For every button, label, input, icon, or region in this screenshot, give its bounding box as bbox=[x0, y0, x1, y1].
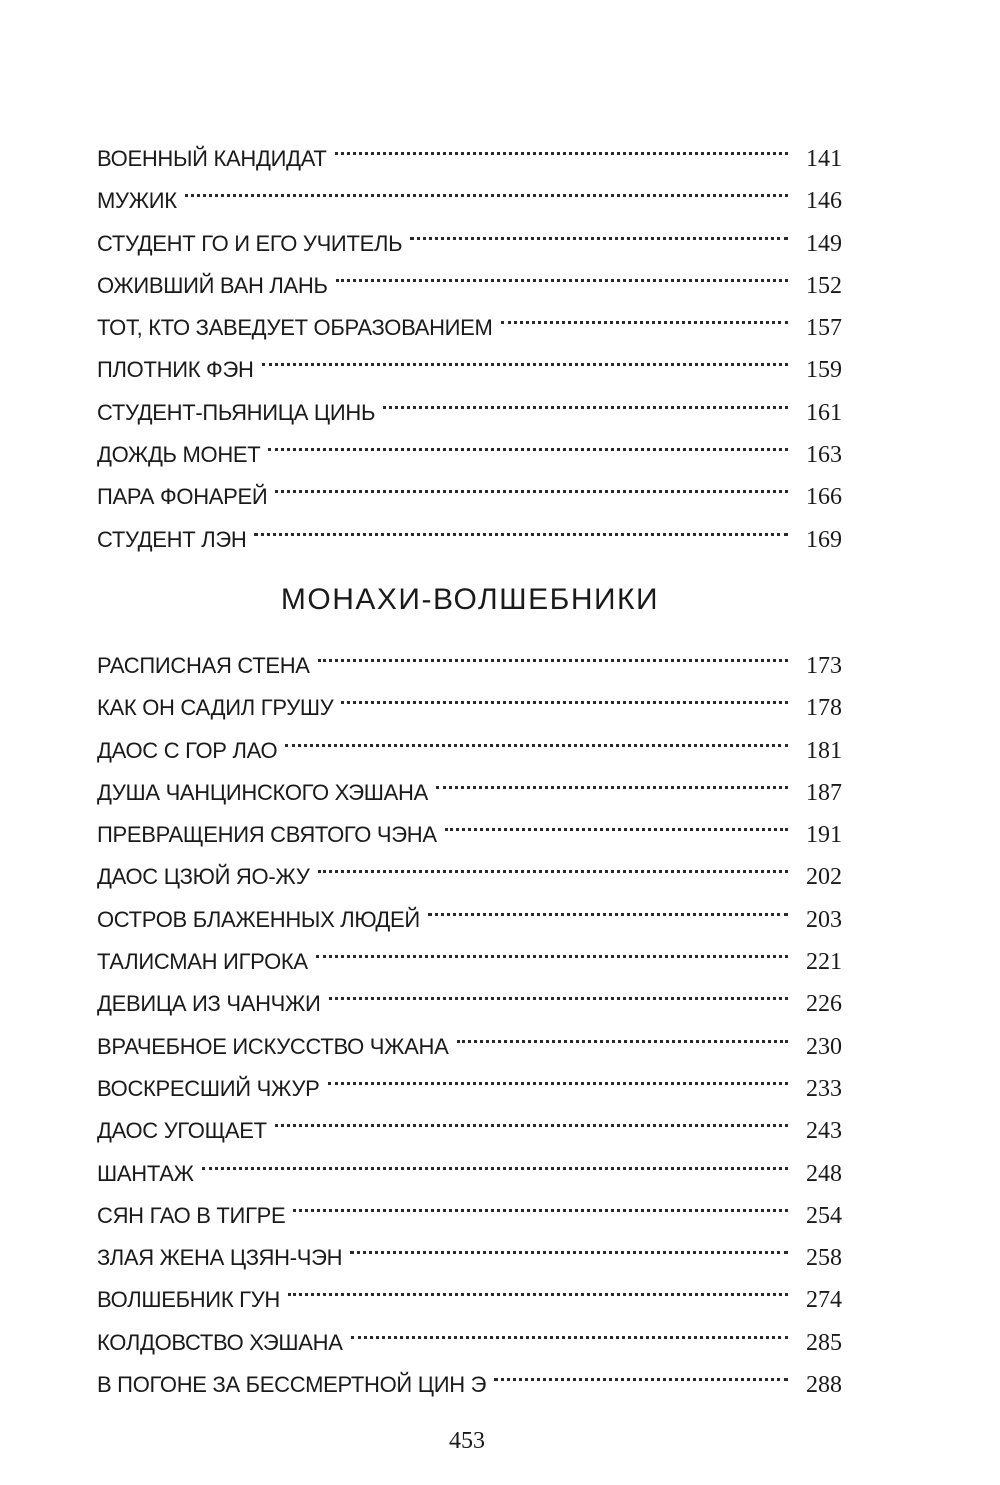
toc-entry-page: 187 bbox=[806, 779, 842, 806]
toc-entry-title: ДЕВИЦА ИЗ ЧАНЧЖИ bbox=[97, 991, 321, 1017]
toc-entry bbox=[97, 124, 842, 172]
toc-entry-title: ТОТ, КТО ЗАВЕДУЕТ ОБРАЗОВАНИЕМ bbox=[97, 315, 493, 341]
toc-leader-dots bbox=[254, 505, 788, 547]
toc-entry-page: 258 bbox=[806, 1245, 842, 1272]
toc-entry-page: 161 bbox=[806, 399, 842, 426]
toc-entry-page: 181 bbox=[806, 737, 842, 764]
toc-entry-page: 149 bbox=[806, 230, 842, 257]
toc-entry-title: ВОЛШЕБНИК ГУН bbox=[97, 1287, 281, 1313]
toc-entry-title: ДУША ЧАНЦИНСКОГО ХЭШАНА bbox=[97, 779, 428, 805]
toc-entry-title: ТАЛИСМАН ИГРОКА bbox=[97, 949, 308, 975]
toc-entry-title: СТУДЕНТ ГО И ЕГО УЧИТЕЛЬ bbox=[97, 230, 403, 256]
toc-leader-dots bbox=[494, 1350, 788, 1392]
toc-entry-title: ДАОС УГОЩАЕТ bbox=[97, 1118, 267, 1144]
toc-leader-dots bbox=[383, 378, 788, 420]
toc-entry-page: 163 bbox=[806, 442, 842, 469]
toc-leader-dots bbox=[341, 673, 788, 715]
toc-leader-dots bbox=[428, 885, 788, 927]
toc-leader-dots bbox=[445, 800, 788, 842]
toc-leader-dots bbox=[351, 1308, 788, 1350]
toc-entry-page: 202 bbox=[806, 864, 842, 891]
toc-entry-title: КОЛДОВСТВО ХЭШАНА bbox=[97, 1329, 343, 1355]
toc-entry-page: 191 bbox=[806, 822, 842, 849]
page-number: 453 bbox=[449, 1428, 485, 1454]
toc-entry-title: ПЛОТНИК ФЭН bbox=[97, 357, 254, 383]
toc-entry bbox=[97, 631, 842, 679]
toc-entry-page: 243 bbox=[806, 1118, 842, 1145]
section-heading: МОНАХИ-ВОЛШЕБНИКИ bbox=[280, 583, 660, 616]
toc-entry-page: 157 bbox=[806, 315, 842, 342]
toc-entry-page: 169 bbox=[806, 526, 842, 553]
toc-entry-title: ВОСКРЕСШИЙ ЧЖУР bbox=[97, 1075, 320, 1101]
toc-entry-title: ОСТРОВ БЛАЖЕННЫХ ЛЮДЕЙ bbox=[97, 906, 420, 932]
toc-entry-page: 178 bbox=[806, 695, 842, 722]
toc-leader-dots bbox=[335, 124, 789, 166]
toc-entry-page: 141 bbox=[806, 146, 842, 172]
toc-entry-title: МУЖИК bbox=[97, 188, 177, 214]
toc-list-part2 bbox=[97, 631, 842, 1399]
toc-entry-page: 152 bbox=[806, 272, 842, 299]
toc-leader-dots bbox=[268, 420, 788, 462]
toc-leader-dots bbox=[202, 1139, 788, 1181]
toc-entry-page: 226 bbox=[806, 991, 842, 1018]
toc-entry-page: 203 bbox=[806, 906, 842, 933]
toc-leader-dots bbox=[436, 758, 788, 800]
toc-entry-page: 159 bbox=[806, 357, 842, 384]
toc-entry-title: В ПОГОНЕ ЗА БЕССМЕРТНОЙ ЦИН Э bbox=[97, 1372, 487, 1398]
toc-entry-title: ДАОС ЦЗЮЙ ЯО-ЖУ bbox=[97, 864, 310, 890]
toc-entry-title: ДАОС С ГОР ЛАО bbox=[97, 737, 278, 763]
toc-leader-dots bbox=[318, 631, 788, 673]
toc-leader-dots bbox=[288, 1265, 788, 1307]
toc-entry-title: СТУДЕНТ ЛЭН bbox=[97, 526, 247, 552]
toc-entry-title: ПАРА ФОНАРЕЙ bbox=[97, 484, 268, 510]
toc-entry-page: 248 bbox=[806, 1160, 842, 1187]
toc-entry-page: 146 bbox=[806, 188, 842, 215]
toc-entry-title: СЯН ГАО В ТИГРЕ bbox=[97, 1202, 286, 1228]
toc-leader-dots bbox=[262, 335, 788, 377]
toc-entry-title: КАК ОН САДИЛ ГРУШУ bbox=[97, 695, 334, 721]
toc-leader-dots bbox=[285, 716, 788, 758]
toc-entry-title: ШАНТАЖ bbox=[97, 1160, 194, 1186]
toc-leader-dots bbox=[410, 209, 788, 251]
toc-leader-dots bbox=[275, 462, 788, 504]
toc-entry-title: СТУДЕНТ-ПЬЯНИЦА ЦИНЬ bbox=[97, 399, 376, 425]
toc-leader-dots bbox=[318, 842, 788, 884]
toc-entry-title: ПРЕВРАЩЕНИЯ СВЯТОГО ЧЭНА bbox=[97, 822, 437, 848]
toc-entry-page: 254 bbox=[806, 1202, 842, 1229]
toc-entry-title: ВОЕННЫЙ КАНДИДАТ bbox=[97, 146, 327, 171]
toc-entry-title: ВРАЧЕБНОЕ ИСКУССТВО ЧЖАНА bbox=[97, 1033, 449, 1059]
toc-entry-page: 274 bbox=[806, 1287, 842, 1314]
toc-entry-page: 233 bbox=[806, 1075, 842, 1102]
toc-list-part1 bbox=[97, 124, 842, 553]
toc-entry bbox=[97, 209, 842, 257]
toc-entry-title: ЗЛАЯ ЖЕНА ЦЗЯН-ЧЭН bbox=[97, 1245, 343, 1271]
toc-entry bbox=[97, 1139, 842, 1187]
toc-leader-dots bbox=[316, 927, 788, 969]
toc-leader-dots bbox=[328, 1054, 788, 1096]
toc-entry-title: ОЖИВШИЙ ВАН ЛАНЬ bbox=[97, 272, 328, 298]
toc-leader-dots bbox=[293, 1181, 788, 1223]
toc-entry-page: 285 bbox=[806, 1329, 842, 1356]
toc-entry-page: 230 bbox=[806, 1033, 842, 1060]
toc-entry-title: ДОЖДЬ МОНЕТ bbox=[97, 442, 261, 468]
toc-leader-dots bbox=[275, 1096, 788, 1138]
toc-leader-dots bbox=[336, 251, 788, 293]
toc-entry bbox=[97, 166, 842, 215]
toc-entry bbox=[97, 1181, 842, 1229]
toc-leader-dots bbox=[457, 1012, 789, 1054]
toc-leader-dots bbox=[329, 969, 788, 1011]
toc-leader-dots bbox=[350, 1223, 788, 1265]
toc-entry-title: РАСПИСНАЯ СТЕНА bbox=[97, 653, 310, 678]
toc-leader-dots bbox=[501, 293, 788, 335]
toc-entry-page: 173 bbox=[806, 653, 842, 679]
toc-entry-page: 288 bbox=[806, 1372, 842, 1399]
toc-entry-page: 221 bbox=[806, 949, 842, 976]
toc-entry-page: 166 bbox=[806, 484, 842, 511]
toc-leader-dots bbox=[185, 166, 788, 208]
